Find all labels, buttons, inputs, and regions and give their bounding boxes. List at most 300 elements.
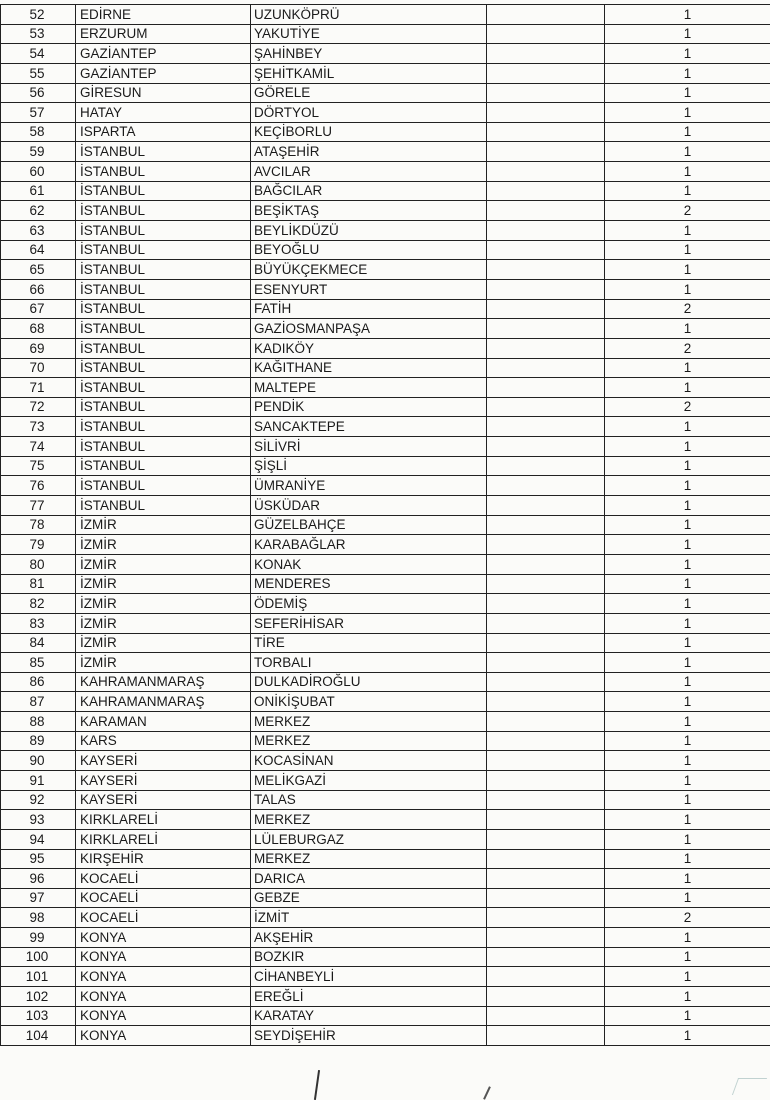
row-number-cell: 79 — [1, 535, 76, 555]
table-row — [1, 496, 770, 516]
blank-cell — [487, 515, 605, 535]
row-number-cell: 78 — [1, 515, 76, 535]
district-cell: SEYDİŞEHİR — [251, 1026, 487, 1046]
blank-cell — [487, 928, 605, 948]
row-number-cell: 97 — [1, 888, 76, 908]
blank-cell — [487, 181, 605, 201]
count-cell: 1 — [605, 888, 770, 908]
table-row — [1, 731, 770, 751]
province-cell: İSTANBUL — [76, 240, 251, 260]
district-cell: AKŞEHİR — [251, 928, 487, 948]
blank-cell — [487, 83, 605, 103]
corner-scan-mark — [732, 1078, 767, 1095]
blank-cell — [487, 103, 605, 123]
row-number-cell: 58 — [1, 122, 76, 142]
row-number-cell: 104 — [1, 1026, 76, 1046]
district-cell: ŞİŞLİ — [251, 456, 487, 476]
district-cell: MALTEPE — [251, 378, 487, 398]
pen-stroke-mark — [314, 1070, 320, 1100]
row-number-cell: 93 — [1, 810, 76, 830]
blank-cell — [487, 790, 605, 810]
province-cell: İSTANBUL — [76, 378, 251, 398]
blank-cell — [487, 653, 605, 673]
district-cell: ÜSKÜDAR — [251, 496, 487, 516]
row-number-cell: 91 — [1, 770, 76, 790]
blank-cell — [487, 692, 605, 712]
table-row — [1, 613, 770, 633]
district-cell: ŞAHİNBEY — [251, 44, 487, 64]
blank-cell — [487, 731, 605, 751]
table-row — [1, 358, 770, 378]
count-cell: 1 — [605, 476, 770, 496]
table-row — [1, 63, 770, 83]
count-cell: 1 — [605, 44, 770, 64]
district-cell: BOZKIR — [251, 947, 487, 967]
row-number-cell: 87 — [1, 692, 76, 712]
row-number-cell: 53 — [1, 24, 76, 44]
count-cell: 2 — [605, 299, 770, 319]
blank-cell — [487, 987, 605, 1007]
count-cell: 1 — [605, 122, 770, 142]
count-cell: 1 — [605, 869, 770, 889]
province-cell: KOCAELİ — [76, 869, 251, 889]
blank-cell — [487, 279, 605, 299]
count-cell: 1 — [605, 751, 770, 771]
blank-cell — [487, 63, 605, 83]
count-cell: 1 — [605, 535, 770, 555]
district-cell: GAZİOSMANPAŞA — [251, 319, 487, 339]
table-row — [1, 888, 770, 908]
blank-cell — [487, 476, 605, 496]
district-cell: YAKUTİYE — [251, 24, 487, 44]
table-row — [1, 142, 770, 162]
row-number-cell: 92 — [1, 790, 76, 810]
row-number-cell: 77 — [1, 496, 76, 516]
count-cell: 1 — [605, 829, 770, 849]
blank-cell — [487, 1006, 605, 1026]
count-cell: 1 — [605, 83, 770, 103]
province-cell: GİRESUN — [76, 83, 251, 103]
row-number-cell: 98 — [1, 908, 76, 928]
count-cell: 1 — [605, 221, 770, 241]
count-cell: 1 — [605, 928, 770, 948]
province-cell: İSTANBUL — [76, 181, 251, 201]
document-sheet — [0, 4, 770, 1046]
table-row — [1, 869, 770, 889]
row-number-cell: 88 — [1, 712, 76, 732]
table-row — [1, 5, 770, 25]
blank-cell — [487, 633, 605, 653]
table-row — [1, 299, 770, 319]
district-cell: DÖRTYOL — [251, 103, 487, 123]
row-number-cell: 68 — [1, 319, 76, 339]
blank-cell — [487, 908, 605, 928]
count-cell: 1 — [605, 103, 770, 123]
province-cell: İSTANBUL — [76, 221, 251, 241]
province-cell: KARAMAN — [76, 712, 251, 732]
district-cell: EREĞLİ — [251, 987, 487, 1007]
row-number-cell: 99 — [1, 928, 76, 948]
blank-cell — [487, 162, 605, 182]
blank-cell — [487, 378, 605, 398]
table-row — [1, 397, 770, 417]
district-cell: BÜYÜKÇEKMECE — [251, 260, 487, 280]
row-number-cell: 75 — [1, 456, 76, 476]
district-cell: SİLİVRİ — [251, 437, 487, 457]
count-cell: 1 — [605, 947, 770, 967]
table-row — [1, 24, 770, 44]
count-cell: 1 — [605, 496, 770, 516]
count-cell: 1 — [605, 770, 770, 790]
district-cell: ATAŞEHİR — [251, 142, 487, 162]
province-cell: İSTANBUL — [76, 142, 251, 162]
table-row — [1, 633, 770, 653]
row-number-cell: 69 — [1, 338, 76, 358]
count-cell: 1 — [605, 24, 770, 44]
row-number-cell: 72 — [1, 397, 76, 417]
district-cell: KARABAĞLAR — [251, 535, 487, 555]
province-cell: İSTANBUL — [76, 437, 251, 457]
row-number-cell: 83 — [1, 613, 76, 633]
blank-cell — [487, 496, 605, 516]
province-cell: KAYSERİ — [76, 790, 251, 810]
table-row — [1, 574, 770, 594]
row-number-cell: 82 — [1, 594, 76, 614]
district-cell: ESENYURT — [251, 279, 487, 299]
count-cell: 1 — [605, 712, 770, 732]
table-row — [1, 790, 770, 810]
district-cell: KOCASİNAN — [251, 751, 487, 771]
province-cell: GAZİANTEP — [76, 63, 251, 83]
province-cell: KONYA — [76, 967, 251, 987]
row-number-cell: 64 — [1, 240, 76, 260]
row-number-cell: 63 — [1, 221, 76, 241]
blank-cell — [487, 417, 605, 437]
province-cell: İSTANBUL — [76, 279, 251, 299]
count-cell: 1 — [605, 319, 770, 339]
table-row — [1, 338, 770, 358]
district-cell: ONİKİŞUBAT — [251, 692, 487, 712]
table-row — [1, 456, 770, 476]
district-cell: BEŞİKTAŞ — [251, 201, 487, 221]
table-row — [1, 221, 770, 241]
table-row — [1, 770, 770, 790]
row-number-cell: 55 — [1, 63, 76, 83]
row-number-cell: 80 — [1, 554, 76, 574]
table-row — [1, 162, 770, 182]
province-cell: İZMİR — [76, 535, 251, 555]
table-row — [1, 417, 770, 437]
row-number-cell: 81 — [1, 574, 76, 594]
count-cell: 1 — [605, 967, 770, 987]
table-row — [1, 103, 770, 123]
table-row — [1, 240, 770, 260]
count-cell: 1 — [605, 672, 770, 692]
province-cell: İSTANBUL — [76, 260, 251, 280]
count-cell: 1 — [605, 594, 770, 614]
count-cell: 1 — [605, 417, 770, 437]
row-number-cell: 60 — [1, 162, 76, 182]
row-number-cell: 100 — [1, 947, 76, 967]
district-cell: KONAK — [251, 554, 487, 574]
count-cell: 1 — [605, 987, 770, 1007]
count-cell: 2 — [605, 397, 770, 417]
row-number-cell: 54 — [1, 44, 76, 64]
district-cell: MERKEZ — [251, 712, 487, 732]
district-cell: MERKEZ — [251, 849, 487, 869]
district-cell: MERKEZ — [251, 731, 487, 751]
count-cell: 1 — [605, 1006, 770, 1026]
table-row — [1, 437, 770, 457]
blank-cell — [487, 437, 605, 457]
district-cell: ÜMRANİYE — [251, 476, 487, 496]
district-cell: BAĞCILAR — [251, 181, 487, 201]
blank-cell — [487, 397, 605, 417]
table-row — [1, 928, 770, 948]
count-cell: 1 — [605, 63, 770, 83]
row-number-cell: 67 — [1, 299, 76, 319]
count-cell: 1 — [605, 378, 770, 398]
district-cell: GÖRELE — [251, 83, 487, 103]
row-number-cell: 52 — [1, 5, 76, 25]
district-cell: SANCAKTEPE — [251, 417, 487, 437]
count-cell: 1 — [605, 810, 770, 830]
blank-cell — [487, 358, 605, 378]
province-cell: ISPARTA — [76, 122, 251, 142]
district-cell: ŞEHİTKAMİL — [251, 63, 487, 83]
row-number-cell: 94 — [1, 829, 76, 849]
table-row — [1, 535, 770, 555]
district-cell: CİHANBEYLİ — [251, 967, 487, 987]
district-cell: AVCILAR — [251, 162, 487, 182]
province-cell: İZMİR — [76, 515, 251, 535]
blank-cell — [487, 5, 605, 25]
row-number-cell: 73 — [1, 417, 76, 437]
table-row — [1, 181, 770, 201]
table-row — [1, 653, 770, 673]
blank-cell — [487, 24, 605, 44]
blank-cell — [487, 712, 605, 732]
count-cell: 2 — [605, 338, 770, 358]
blank-cell — [487, 535, 605, 555]
district-cell: ÖDEMİŞ — [251, 594, 487, 614]
province-cell: İZMİR — [76, 653, 251, 673]
blank-cell — [487, 554, 605, 574]
blank-cell — [487, 967, 605, 987]
blank-cell — [487, 947, 605, 967]
table-row — [1, 279, 770, 299]
province-cell: KONYA — [76, 987, 251, 1007]
count-cell: 1 — [605, 142, 770, 162]
province-cell: HATAY — [76, 103, 251, 123]
district-table — [0, 4, 770, 1046]
count-cell: 1 — [605, 790, 770, 810]
blank-cell — [487, 594, 605, 614]
table-row — [1, 122, 770, 142]
table-row — [1, 810, 770, 830]
count-cell: 1 — [605, 731, 770, 751]
district-cell: TALAS — [251, 790, 487, 810]
row-number-cell: 103 — [1, 1006, 76, 1026]
blank-cell — [487, 888, 605, 908]
table-row — [1, 44, 770, 64]
count-cell: 1 — [605, 162, 770, 182]
province-cell: KIRŞEHİR — [76, 849, 251, 869]
row-number-cell: 85 — [1, 653, 76, 673]
province-cell: ERZURUM — [76, 24, 251, 44]
district-cell: PENDİK — [251, 397, 487, 417]
province-cell: İSTANBUL — [76, 417, 251, 437]
district-cell: UZUNKÖPRÜ — [251, 5, 487, 25]
pen-stroke-mark — [483, 1086, 491, 1100]
province-cell: İSTANBUL — [76, 496, 251, 516]
row-number-cell: 62 — [1, 201, 76, 221]
blank-cell — [487, 338, 605, 358]
province-cell: İSTANBUL — [76, 476, 251, 496]
district-cell: MELİKGAZİ — [251, 770, 487, 790]
count-cell: 1 — [605, 260, 770, 280]
district-cell: KAĞITHANE — [251, 358, 487, 378]
row-number-cell: 96 — [1, 869, 76, 889]
count-cell: 1 — [605, 554, 770, 574]
district-cell: BEYLİKDÜZÜ — [251, 221, 487, 241]
row-number-cell: 66 — [1, 279, 76, 299]
province-cell: KAYSERİ — [76, 751, 251, 771]
district-cell: TİRE — [251, 633, 487, 653]
district-cell: GEBZE — [251, 888, 487, 908]
province-cell: KIRKLARELİ — [76, 810, 251, 830]
district-cell: KARATAY — [251, 1006, 487, 1026]
blank-cell — [487, 1026, 605, 1046]
row-number-cell: 102 — [1, 987, 76, 1007]
row-number-cell: 101 — [1, 967, 76, 987]
blank-cell — [487, 770, 605, 790]
row-number-cell: 71 — [1, 378, 76, 398]
province-cell: İSTANBUL — [76, 358, 251, 378]
province-cell: EDİRNE — [76, 5, 251, 25]
province-cell: İSTANBUL — [76, 338, 251, 358]
table-row — [1, 554, 770, 574]
count-cell: 1 — [605, 240, 770, 260]
table-row — [1, 967, 770, 987]
district-cell: DULKADİROĞLU — [251, 672, 487, 692]
province-cell: İZMİR — [76, 633, 251, 653]
table-row — [1, 476, 770, 496]
blank-cell — [487, 319, 605, 339]
province-cell: KOCAELİ — [76, 908, 251, 928]
count-cell: 1 — [605, 358, 770, 378]
blank-cell — [487, 221, 605, 241]
table-body — [1, 5, 770, 1046]
blank-cell — [487, 849, 605, 869]
district-cell: DARICA — [251, 869, 487, 889]
table-row — [1, 594, 770, 614]
row-number-cell: 56 — [1, 83, 76, 103]
district-cell: KADIKÖY — [251, 338, 487, 358]
table-row — [1, 987, 770, 1007]
count-cell: 1 — [605, 692, 770, 712]
count-cell: 1 — [605, 279, 770, 299]
count-cell: 1 — [605, 437, 770, 457]
row-number-cell: 61 — [1, 181, 76, 201]
district-cell: İZMİT — [251, 908, 487, 928]
table-row — [1, 1006, 770, 1026]
count-cell: 2 — [605, 201, 770, 221]
count-cell: 1 — [605, 515, 770, 535]
table-row — [1, 947, 770, 967]
blank-cell — [487, 44, 605, 64]
table-row — [1, 515, 770, 535]
province-cell: İZMİR — [76, 554, 251, 574]
row-number-cell: 76 — [1, 476, 76, 496]
province-cell: KARS — [76, 731, 251, 751]
row-number-cell: 86 — [1, 672, 76, 692]
blank-cell — [487, 142, 605, 162]
row-number-cell: 95 — [1, 849, 76, 869]
province-cell: İSTANBUL — [76, 397, 251, 417]
province-cell: KOCAELİ — [76, 888, 251, 908]
row-number-cell: 74 — [1, 437, 76, 457]
district-cell: MENDERES — [251, 574, 487, 594]
district-cell: GÜZELBAHÇE — [251, 515, 487, 535]
table-row — [1, 692, 770, 712]
province-cell: KAHRAMANMARAŞ — [76, 672, 251, 692]
count-cell: 1 — [605, 849, 770, 869]
province-cell: KAYSERİ — [76, 770, 251, 790]
table-row — [1, 319, 770, 339]
province-cell: KONYA — [76, 1026, 251, 1046]
blank-cell — [487, 829, 605, 849]
blank-cell — [487, 869, 605, 889]
blank-cell — [487, 299, 605, 319]
row-number-cell: 65 — [1, 260, 76, 280]
row-number-cell: 59 — [1, 142, 76, 162]
province-cell: İSTANBUL — [76, 162, 251, 182]
count-cell: 1 — [605, 613, 770, 633]
row-number-cell: 70 — [1, 358, 76, 378]
table-row — [1, 849, 770, 869]
district-cell: LÜLEBURGAZ — [251, 829, 487, 849]
count-cell: 2 — [605, 908, 770, 928]
table-row — [1, 1026, 770, 1046]
table-row — [1, 712, 770, 732]
district-cell: BEYOĞLU — [251, 240, 487, 260]
province-cell: İSTANBUL — [76, 201, 251, 221]
count-cell: 1 — [605, 5, 770, 25]
table-row — [1, 201, 770, 221]
blank-cell — [487, 456, 605, 476]
province-cell: İZMİR — [76, 574, 251, 594]
district-cell: TORBALI — [251, 653, 487, 673]
province-cell: İSTANBUL — [76, 319, 251, 339]
blank-cell — [487, 260, 605, 280]
table-row — [1, 908, 770, 928]
district-cell: KEÇİBORLU — [251, 122, 487, 142]
province-cell: KONYA — [76, 928, 251, 948]
row-number-cell: 84 — [1, 633, 76, 653]
blank-cell — [487, 240, 605, 260]
district-cell: MERKEZ — [251, 810, 487, 830]
blank-cell — [487, 574, 605, 594]
blank-cell — [487, 810, 605, 830]
table-row — [1, 672, 770, 692]
province-cell: KONYA — [76, 947, 251, 967]
table-row — [1, 260, 770, 280]
province-cell: GAZİANTEP — [76, 44, 251, 64]
count-cell: 1 — [605, 653, 770, 673]
blank-cell — [487, 751, 605, 771]
province-cell: İSTANBUL — [76, 299, 251, 319]
